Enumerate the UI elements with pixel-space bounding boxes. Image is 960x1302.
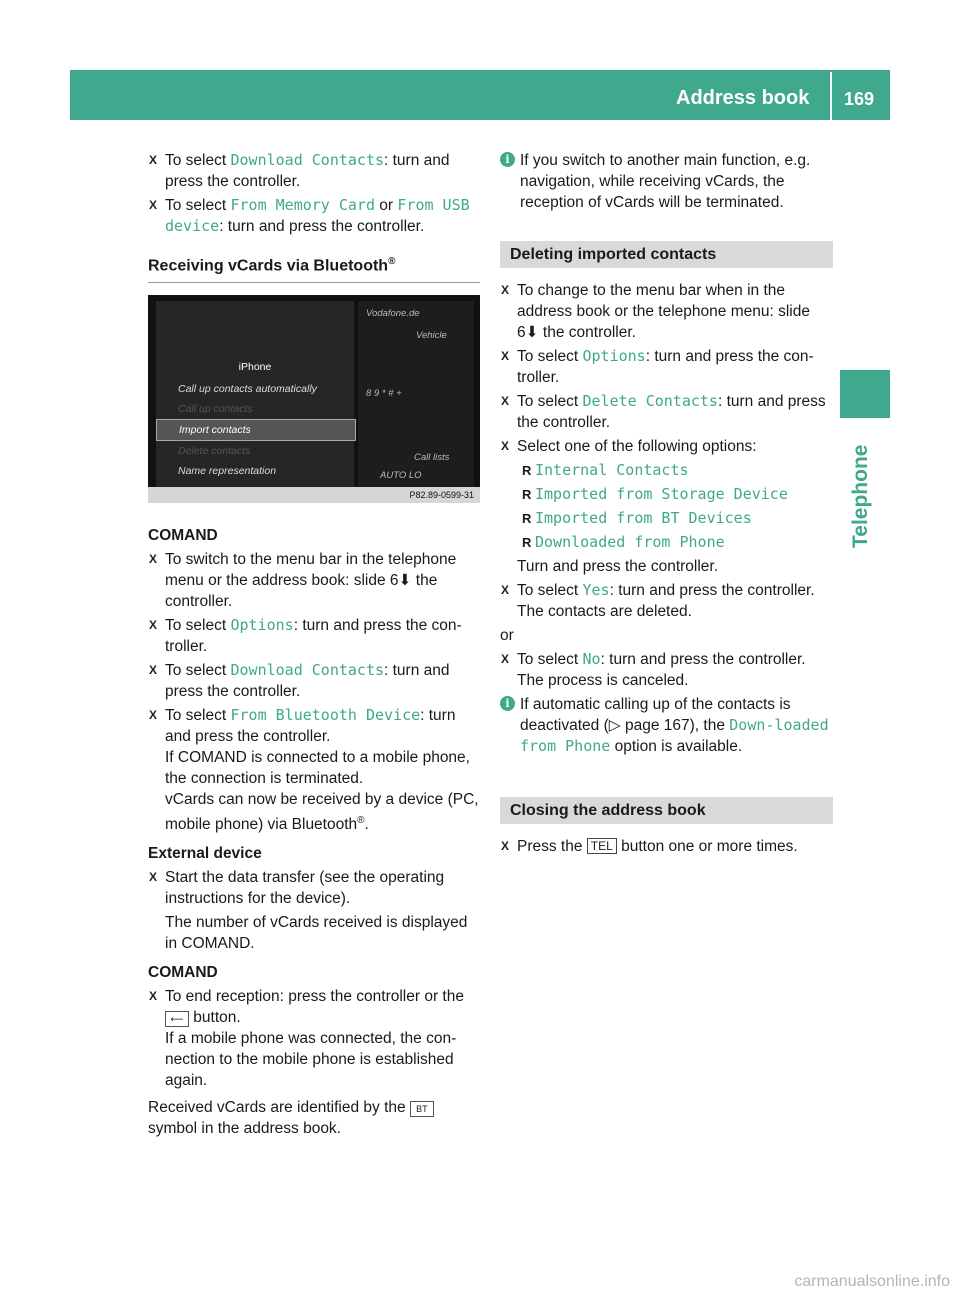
step-arrow-icon: X bbox=[501, 349, 510, 363]
step-item: X To change to the menu bar when in the address book or the telephone menu: slide 6⬇ the controller. bbox=[501, 282, 810, 341]
controller-slide-icon: 6⬇ bbox=[517, 324, 539, 341]
step-item: X To select Delete Contacts: turn and press the controller. bbox=[501, 392, 826, 431]
section-heading: Receiving vCards via Bluetooth® bbox=[148, 256, 396, 275]
dial-digits: 8 9 * # + bbox=[366, 388, 402, 400]
step-item: X To select From Memory Card or From USB device: turn and press the controller. bbox=[149, 196, 470, 235]
option-item: R Imported from Storage Device bbox=[522, 485, 788, 503]
menu-row: Call up contacts bbox=[178, 403, 253, 416]
step-item: X To select Download Contacts: turn and press the controller. bbox=[149, 151, 450, 190]
bullet-icon: R bbox=[522, 535, 532, 550]
menu-item-ref: Options bbox=[582, 347, 646, 365]
photo-code: P82.89-0599-31 bbox=[409, 490, 474, 501]
menu-row: Name representation bbox=[178, 465, 277, 478]
paragraph: or bbox=[500, 627, 514, 644]
step-item: X Start the data transfer (see the operating instructions for the device). The number of vCards received is displayed in COMAND. bbox=[149, 869, 468, 953]
paragraph: Turn and press the controller. bbox=[517, 558, 719, 575]
menu-item-ref: Delete Contacts bbox=[582, 392, 718, 410]
paragraph: Received vCards are identified by the BT symbol in the address book. bbox=[148, 1097, 480, 1139]
menu-row: Delete contacts bbox=[178, 445, 251, 458]
step-arrow-icon: X bbox=[501, 394, 510, 408]
step-arrow-icon: X bbox=[501, 839, 510, 853]
step-arrow-icon: X bbox=[149, 663, 158, 678]
step-arrow-icon: X bbox=[149, 552, 158, 567]
subheading: External device bbox=[148, 845, 262, 863]
menu-item-ref: From Bluetooth Device bbox=[230, 706, 421, 725]
watermark: carmanualsonline.info bbox=[794, 1273, 950, 1290]
step-arrow-icon: X bbox=[149, 989, 158, 1004]
page-section-title: Address book bbox=[676, 87, 810, 109]
section-heading: Deleting imported contacts bbox=[500, 241, 833, 268]
bullet-icon: R bbox=[522, 511, 532, 526]
menu-item-ref: Download Contacts bbox=[230, 661, 385, 680]
option-item: R Downloaded from Phone bbox=[522, 533, 725, 551]
info-icon: i bbox=[500, 696, 515, 711]
chapter-tab bbox=[840, 370, 890, 418]
step-arrow-icon: X bbox=[149, 618, 158, 633]
step-arrow-icon: X bbox=[149, 708, 158, 723]
section-heading: Closing the address book bbox=[500, 797, 833, 824]
bluetooth-contact-icon: BT bbox=[410, 1101, 434, 1117]
left-column bbox=[148, 150, 480, 1142]
subheading: COMAND bbox=[148, 527, 218, 545]
info-note: i If you switch to another main function, e.g. navigation, while receiving vCards, the reception of vCards will be terminated. bbox=[500, 150, 833, 213]
header-divider bbox=[830, 72, 832, 120]
page-number: 169 bbox=[844, 89, 875, 109]
carrier-label: Vodafone.de bbox=[366, 308, 420, 320]
call-lists-label: Call lists bbox=[414, 452, 450, 464]
option-item: R Imported from BT Devices bbox=[522, 509, 752, 527]
step-arrow-icon: X bbox=[149, 870, 158, 885]
step-arrow-icon: X bbox=[501, 583, 510, 597]
menu-item-ref: Down-loaded from Phone bbox=[520, 716, 829, 755]
info-icon: i bbox=[500, 152, 515, 167]
step-item: X To end reception: press the controller or the ⟵ button. If a mobile phone was connected, the con-nection to the mobile phone is established again. bbox=[149, 988, 464, 1090]
menu-title: iPhone bbox=[238, 361, 272, 374]
bullet-icon: R bbox=[522, 463, 532, 478]
step-item: X Select one of the following options: bbox=[501, 438, 757, 455]
subheading: COMAND bbox=[148, 964, 218, 982]
menu-row-selected: Import contacts bbox=[156, 419, 356, 441]
step-item: X To select From Bluetooth Device: turn and press the controller. If COMAND is connected to a mobile phone, the connection is terminated. vCards can now be received by a device (PC, mobile phone) via Bluetooth®. bbox=[149, 706, 479, 834]
info-note: i If automatic calling up of the contacts is deactivated (▷ page 167), the Down-loaded from Phone option is available. bbox=[500, 694, 833, 757]
step-item: X To select No: turn and press the controller. The process is canceled. bbox=[501, 650, 806, 689]
menu-item-ref: From Memory Card bbox=[230, 196, 375, 214]
menu-item-ref: Options bbox=[230, 616, 294, 635]
heading-rule bbox=[148, 282, 480, 283]
option-item: R Internal Contacts bbox=[522, 461, 689, 479]
step-arrow-icon: X bbox=[149, 153, 158, 167]
step-item: X Press the TEL button one or more times. bbox=[501, 838, 798, 855]
step-item: X To select Download Contacts: turn and press the controller. bbox=[149, 661, 450, 701]
step-arrow-icon: X bbox=[501, 652, 510, 666]
step-item: X To select Options: turn and press the con-troller. bbox=[149, 616, 462, 656]
chapter-label: Telephone bbox=[849, 444, 872, 548]
step-arrow-icon: X bbox=[501, 439, 510, 453]
menu-item-ref: Yes bbox=[582, 581, 610, 599]
step-item: X To switch to the menu bar in the telephone menu or the address book: slide 6⬇ the controller. bbox=[149, 551, 457, 611]
step-arrow-icon: X bbox=[501, 283, 510, 297]
vehicle-label: Vehicle bbox=[416, 330, 447, 342]
menu-item-ref: No bbox=[582, 650, 601, 668]
menu-item-ref: Download Contacts bbox=[230, 151, 385, 169]
controller-slide-icon: 6⬇ bbox=[389, 572, 412, 590]
page-ref-arrow-icon: ▷ bbox=[608, 717, 621, 734]
climate-status: AUTO LO bbox=[380, 470, 422, 482]
screen-photo bbox=[148, 295, 480, 503]
step-item: X To select Yes: turn and press the controller. The contacts are deleted. bbox=[501, 581, 815, 620]
menu-row: Call up contacts automatically bbox=[178, 383, 317, 396]
right-column bbox=[500, 150, 833, 860]
step-arrow-icon: X bbox=[149, 198, 158, 212]
bullet-icon: R bbox=[522, 487, 532, 502]
step-item: X To select Options: turn and press the con-troller. bbox=[501, 347, 814, 386]
tel-key-icon: TEL bbox=[587, 838, 617, 854]
menu-item-ref: From USB device bbox=[165, 196, 470, 235]
back-button-icon: ⟵ bbox=[165, 1011, 189, 1027]
